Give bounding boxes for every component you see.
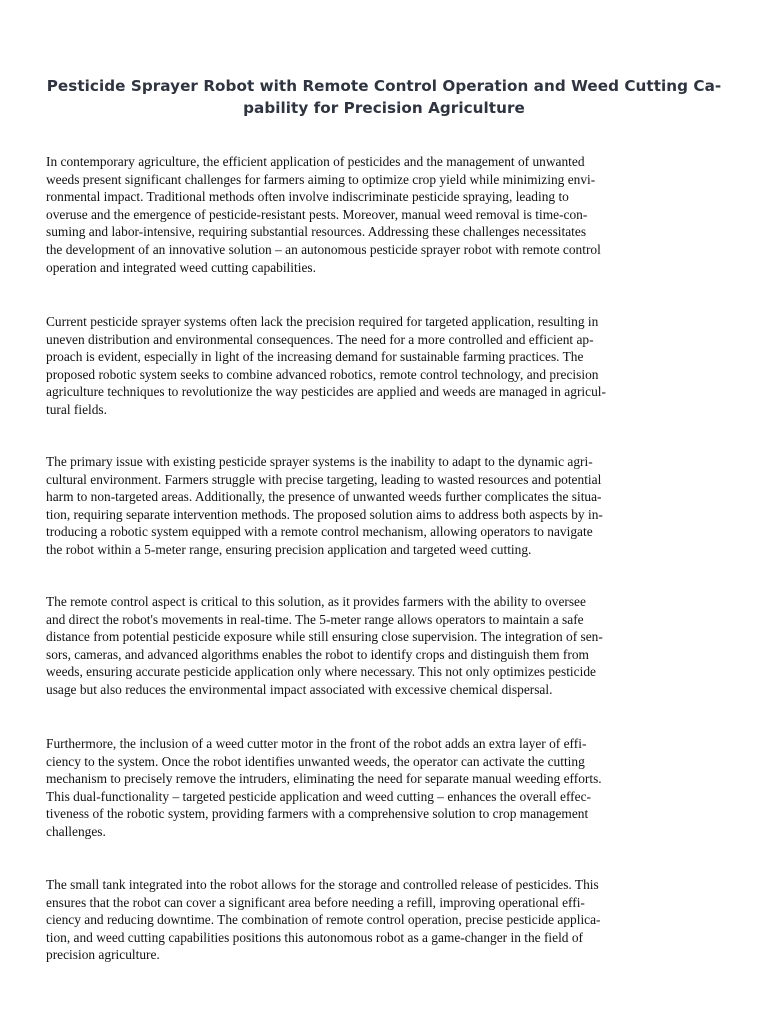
paragraph-line: precision agriculture.: [46, 947, 160, 963]
paragraph-line: proposed robotic system seeks to combine advanced robotics, remote control technology, and precision: [46, 366, 599, 382]
paragraph-line: suming and labor-intensive, requiring substantial resources. Addressing these challenges necessitates: [46, 224, 587, 240]
paragraph-remote-control: [46, 593, 726, 699]
paragraph-line: and direct the robot's movements in real-time. The 5-meter range allows operators to maintain a safe: [46, 611, 584, 627]
paragraph-line: the robot within a 5-meter range, ensuring precision application and targeted weed cutting.: [46, 541, 532, 557]
paragraph-line: ciency to the system. Once the robot identifies unwanted weeds, the operator can activate the cutting: [46, 753, 585, 769]
paragraph-line: harm to non-targeted areas. Additionally, the presence of unwanted weeds further complicates the situa-: [46, 489, 602, 505]
title-line: Pesticide Sprayer Robot with Remote Control Operation and Weed Cutting Ca-: [46, 77, 722, 95]
paragraph-line: agriculture techniques to revolutionize the way pesticides are applied and weeds are managed in agricul-: [46, 384, 606, 400]
paragraph-small-tank: [46, 876, 726, 964]
paragraph-line: ronmental impact. Traditional methods often involve indiscriminate pesticide spraying, leading to: [46, 189, 569, 205]
paragraph-introduction: [46, 153, 726, 276]
paragraph-line: tiveness of the robotic system, providing farmers with a comprehensive solution to crop management: [46, 806, 589, 822]
paragraph-line: distance from potential pesticide exposure while still ensuring close supervision. The integration of sen-: [46, 629, 603, 645]
document-title: [40, 75, 728, 119]
paragraph-line: challenges.: [46, 823, 106, 839]
paragraph-line: proach is evident, especially in light of the increasing demand for sustainable farming practices. The: [46, 349, 584, 365]
paragraph-line: mechanism to precisely remove the intruders, eliminating the need for separate manual weeding efforts.: [46, 771, 602, 787]
paragraph-weed-cutter: [46, 735, 726, 841]
paragraph-line: the development of an innovative solution – an autonomous pesticide sprayer robot with remote control: [46, 241, 601, 257]
paragraph-line: usage but also reduces the environmental impact associated with excessive chemical dispersal.: [46, 681, 553, 697]
paragraph-line: ensures that the robot can cover a significant area before needing a refill, improving operational effi-: [46, 894, 585, 910]
paragraph-line: The primary issue with existing pesticide sprayer systems is the inability to adapt to the dynamic agri-: [46, 454, 593, 469]
paragraph-line: overuse and the emergence of pesticide-resistant pests. Moreover, manual weed removal is time-con-: [46, 206, 588, 222]
paragraph-primary-issue: [46, 453, 726, 559]
paragraph-line: weeds present significant challenges for farmers aiming to optimize crop yield while minimizing envi-: [46, 171, 596, 187]
paragraph-current-systems: [46, 313, 726, 419]
paragraph-line: The small tank integrated into the robot allows for the storage and controlled release of pesticides. This: [46, 877, 599, 892]
paragraph-line: ciency and reducing downtime. The combination of remote control operation, precise pesticide applica-: [46, 912, 601, 928]
paragraph-line: tion, requiring separate intervention methods. The proposed solution aims to address both aspects by in-: [46, 506, 603, 522]
paragraph-line: This dual-functionality – targeted pesticide application and weed cutting – enhances the overall effec-: [46, 788, 591, 804]
paragraph-line: troducing a robotic system equipped with a remote control mechanism, allowing operators to navigate: [46, 524, 593, 540]
paragraph-line: uneven distribution and environmental consequences. The need for a more controlled and efficient ap-: [46, 331, 594, 347]
paragraph-line: In contemporary agriculture, the efficient application of pesticides and the management of unwanted: [46, 154, 585, 169]
paragraph-line: cultural environment. Farmers struggle with precise targeting, leading to wasted resources and potential: [46, 471, 602, 487]
paragraph-line: The remote control aspect is critical to this solution, as it provides farmers with the ability to oversee: [46, 594, 586, 609]
paragraph-line: Furthermore, the inclusion of a weed cutter motor in the front of the robot adds an extra layer of effi-: [46, 736, 587, 751]
paragraph-line: sors, cameras, and advanced algorithms enables the robot to identify crops and distinguish them from: [46, 646, 589, 662]
title-line: pability for Precision Agriculture: [243, 99, 525, 117]
paragraph-line: operation and integrated weed cutting capabilities.: [46, 259, 316, 275]
paragraph-line: tural fields.: [46, 401, 107, 417]
paragraph-line: tion, and weed cutting capabilities positions this autonomous robot as a game-changer in the field of: [46, 929, 583, 945]
paragraph-line: Current pesticide sprayer systems often lack the precision required for targeted application, resulting in: [46, 314, 599, 329]
paragraph-line: weeds, ensuring accurate pesticide application only where necessary. This not only optimizes pesticide: [46, 664, 596, 680]
